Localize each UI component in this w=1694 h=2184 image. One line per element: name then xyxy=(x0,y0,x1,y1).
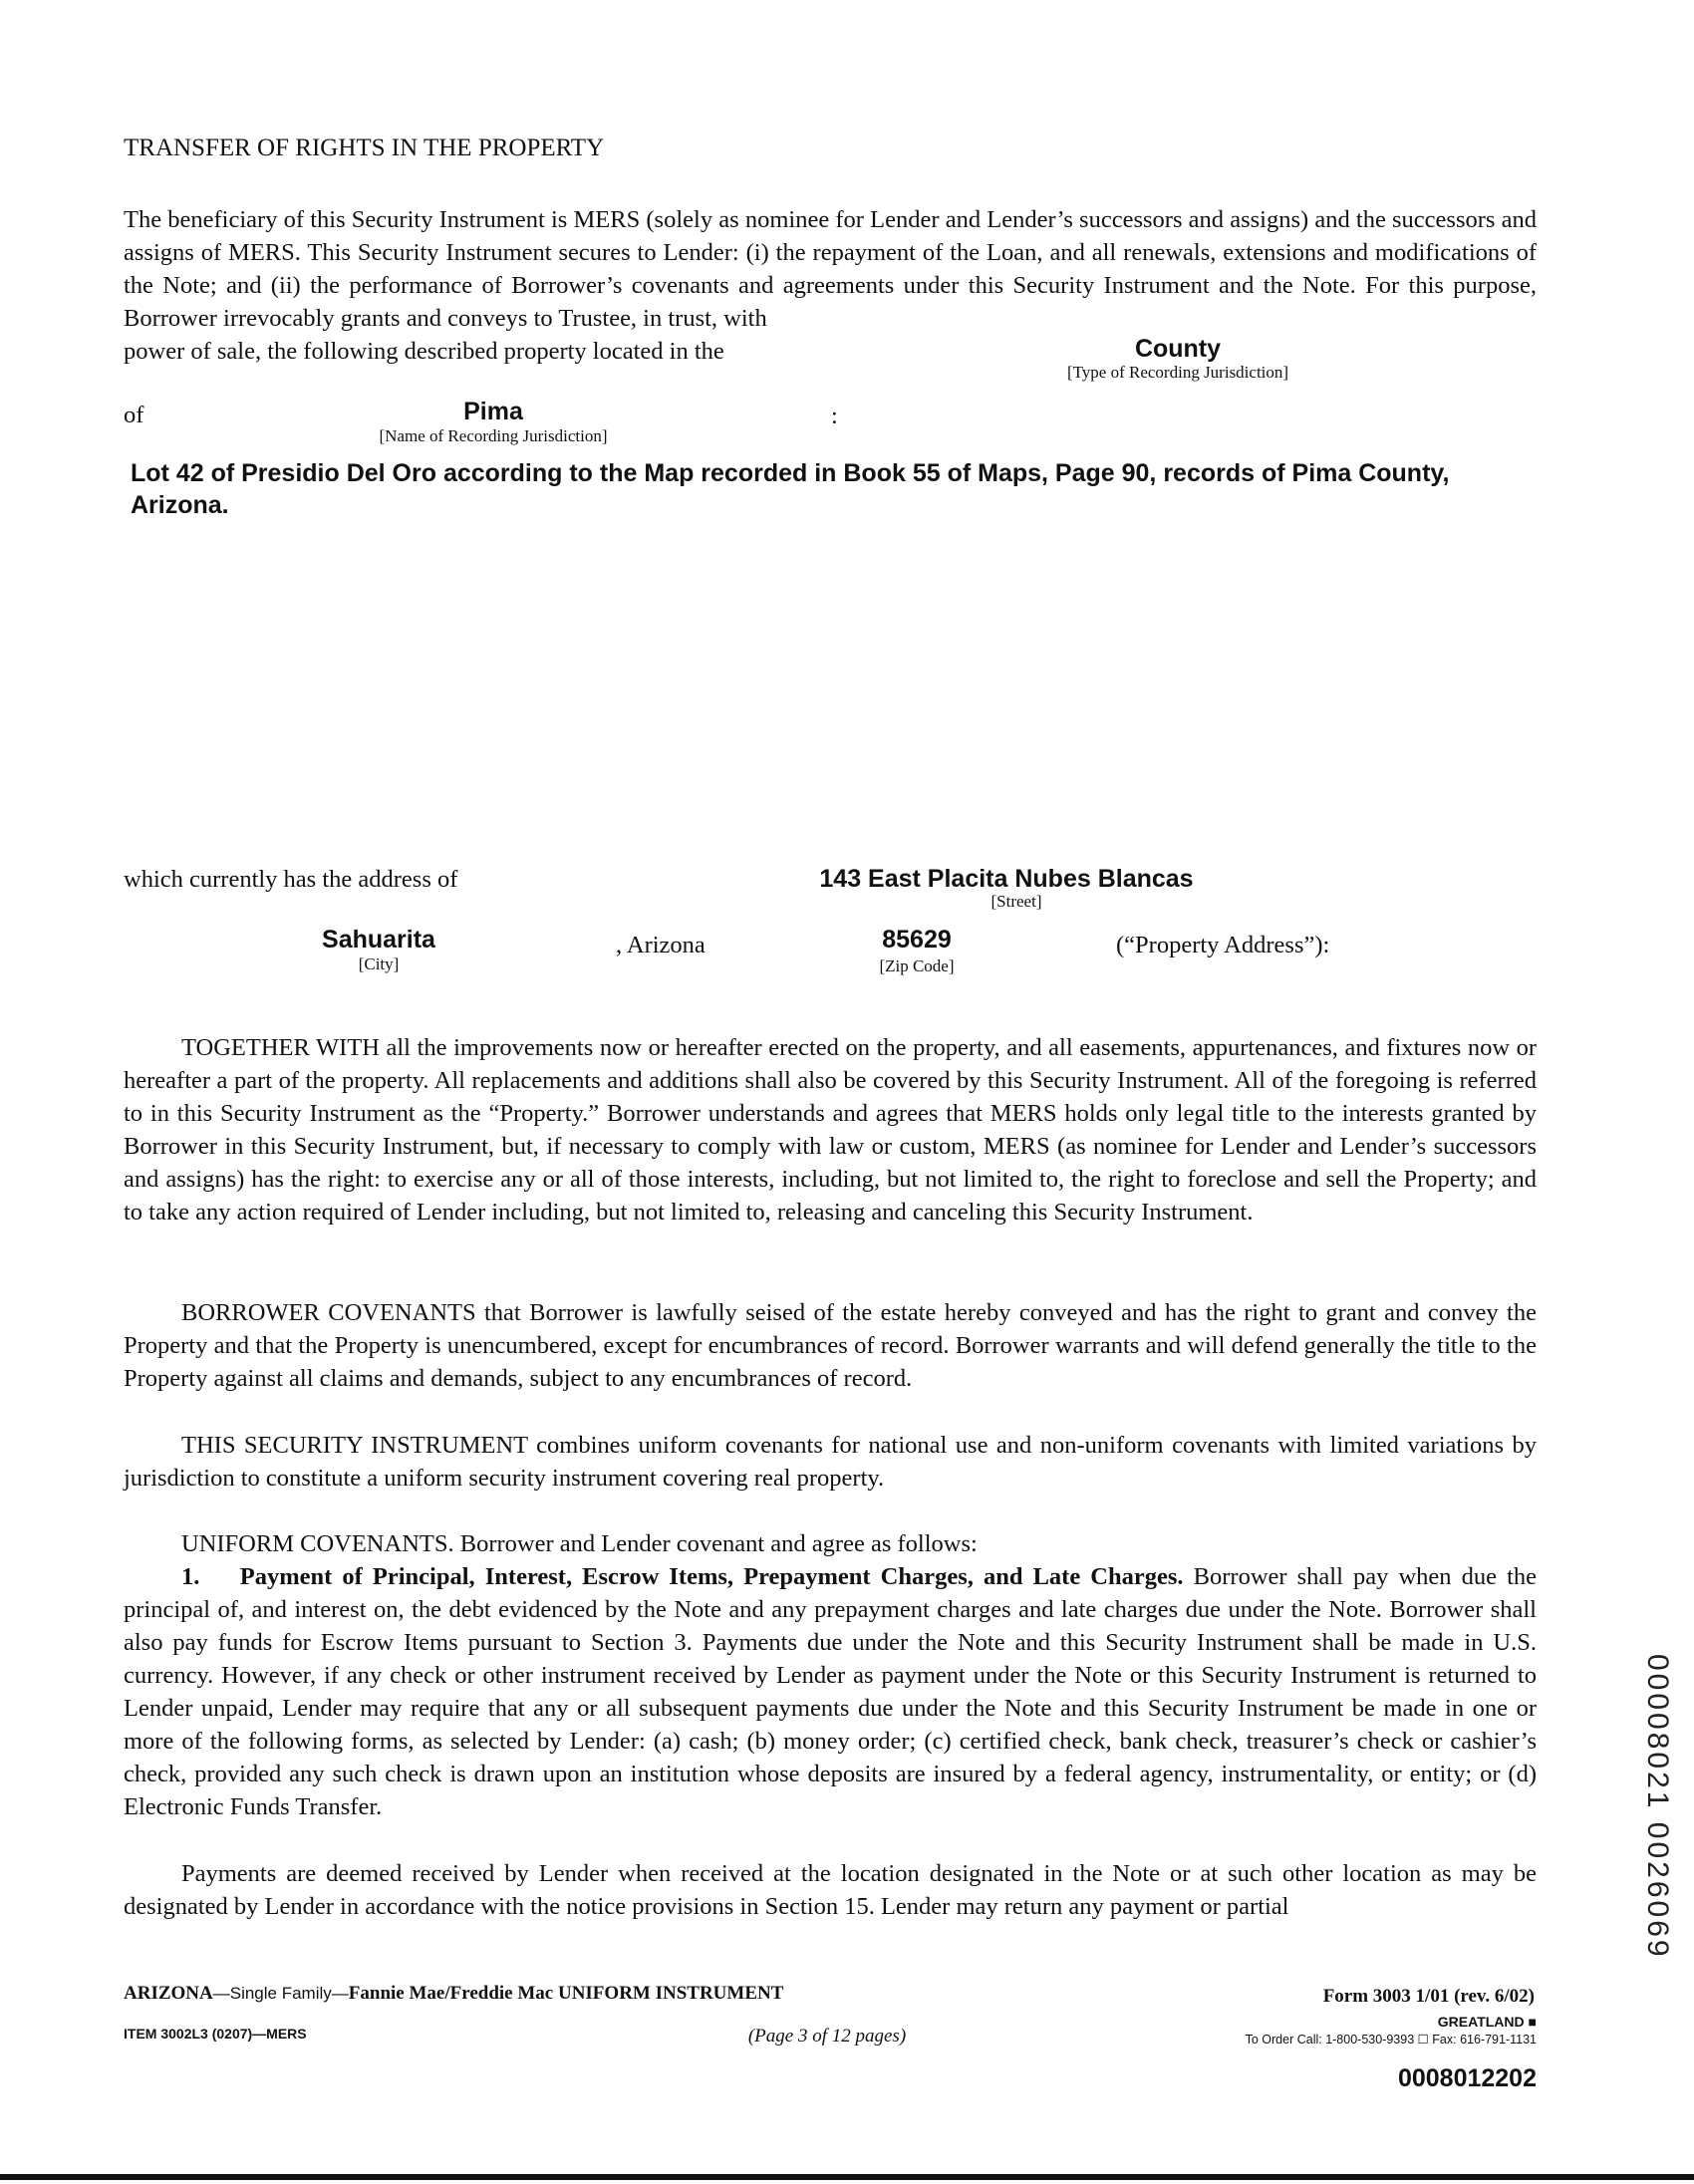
item-1-text: Borrower shall pay when due the principal of, and interest on, the debt evidenced by the Note and any prepayment charges and late charges due under the Note. Borrower shall also pay funds for Escrow Items pursuant to Section 3. Payments due under the Note and this Security Instrument shall be made in U.S. currency. However, if any check or other instrument received by Lender as payment under the Note or this Security Instrument is returned to Lender unpaid, Lender may require that any or all subsequent payments due under the Note and this Security Instrument be made in one or more of the following forms, as selected by Lender: (a) cash; (b) money order; (c) certified check, bank check, treasurer’s check or cashier’s check, provided any such check is drawn upon an institution whose deposits are insured by a federal agency, instrumentality, or entity; or (d) Electronic Funds Transfer. xyxy=(124,1563,1538,1820)
zip-value: 85629 xyxy=(882,926,952,954)
payments-received-paragraph: Payments are deemed received by Lender when received at the location designated in the Note or at such other location as may be designated by Lender in accordance with the notice provisions in Section 15. Lender may return any payment or partial xyxy=(124,1860,1537,1920)
colon-mark: : xyxy=(831,403,838,429)
security-instrument-paragraph: THIS SECURITY INSTRUMENT combines uniform covenants for national use and non-uniform covenants with limited variations by jurisdiction to constitute a uniform security instrument covering real property. xyxy=(124,1432,1537,1492)
jurisdiction-name-caption: [Name of Recording Jurisdiction] xyxy=(379,426,608,445)
item-1-number: 1. xyxy=(181,1563,200,1590)
footer-instrument: Fannie Mae/Freddie Mac UNIFORM INSTRUMENT xyxy=(348,1983,784,2004)
street-value: 143 East Placita Nubes Blancas xyxy=(819,865,1194,893)
uniform-covenants-line: UNIFORM COVENANTS. Borrower and Lender covenant and agree as follows: xyxy=(181,1530,978,1557)
item-1-heading: Payment of Principal, Interest, Escrow Items, Prepayment Charges, and Late Charges. xyxy=(239,1563,1184,1590)
page-info: (Page 3 of 12 pages) xyxy=(747,2026,907,2047)
jurisdiction-type-value: County xyxy=(1134,335,1222,363)
state-value: , Arizona xyxy=(616,932,706,958)
section-title: TRANSFER OF RIGHTS IN THE PROPERTY xyxy=(124,135,605,161)
order-line: To Order Call: 1-800-530-9393 ☐ Fax: 616-791-1131 xyxy=(1245,2033,1537,2047)
jurisdiction-type-caption: [Type of Recording Jurisdiction] xyxy=(1066,363,1289,382)
form-number: Form 3003 1/01 (rev. 6/02) xyxy=(1322,1986,1535,2007)
item-1-paragraph xyxy=(124,1560,1537,1823)
jurisdiction-name-value: Pima xyxy=(463,398,523,425)
legal-description: Lot 42 of Presidio Del Oro according to the Map recorded in Book 55 of Maps, Page 90, records of Pima County, Arizona. xyxy=(131,459,1450,519)
footer-family: —Single Family— xyxy=(212,1984,349,2003)
street-caption: [Street] xyxy=(990,892,1042,911)
item-code: ITEM 3002L3 (0207)—MERS xyxy=(124,2026,307,2042)
city-caption: [City] xyxy=(358,955,400,973)
zip-caption: [Zip Code] xyxy=(879,956,955,975)
of-label: of xyxy=(124,402,144,428)
city-value: Sahuarita xyxy=(322,926,435,954)
footer-state: ARIZONA xyxy=(124,1983,213,2004)
borrower-covenants-paragraph: BORROWER COVENANTS that Borrower is lawfully seised of the estate hereby conveyed and has the right to grant and convey the Property and that the Property is unencumbered, except for encumbrances of record. Borrower warrants and will defend generally the title to the Property against all claims and demands, subject to any encumbrances of record. xyxy=(124,1299,1537,1392)
page-bottom-edge xyxy=(0,2174,1694,2180)
loan-number: 0008012202 xyxy=(1397,2064,1537,2092)
property-address-label: (“Property Address”): xyxy=(1116,932,1330,958)
vendor-name: GREATLAND ■ xyxy=(1437,2014,1537,2030)
intro-last-line: power of sale, the following described property located in the xyxy=(124,338,724,365)
intro-paragraph: The beneficiary of this Security Instrument is MERS (solely as nominee for Lender and Lender’s successors and assigns) and the successors and assigns of MERS. This Security Instrument secures to Lender: (i) the repayment of the Loan, and all renewals, extensions and modifications of the Note; and (ii) the performance of Borrower’s covenants and agreements under this Security Instrument and the Note. For this purpose, Borrower irrevocably grants and conveys to Trustee, in trust, with xyxy=(124,206,1537,332)
side-stamp: 00008021 0026069 xyxy=(1641,1654,1674,1960)
together-with-paragraph: TOGETHER WITH all the improvements now or hereafter erected on the property, and all easements, appurtenances, and fixtures now or hereafter a part of the property. All replacements and additions shall also be covered by this Security Instrument. All of the foregoing is referred to in this Security Instrument as the “Property.” Borrower understands and agrees that MERS holds only legal title to the interests granted by Borrower in this Security Instrument, but, if necessary to comply with law or custom, MERS (as nominee for Lender and Lender’s successors and assigns) has the right: to exercise any or all of those interests, including, but not limited to, the right to foreclose and sell the Property; and to take any action required of Lender including, but not limited to, releasing and canceling this Security Instrument. xyxy=(124,1034,1537,1226)
address-label: which currently has the address of xyxy=(124,866,458,893)
footer-state-line xyxy=(124,1983,783,2005)
